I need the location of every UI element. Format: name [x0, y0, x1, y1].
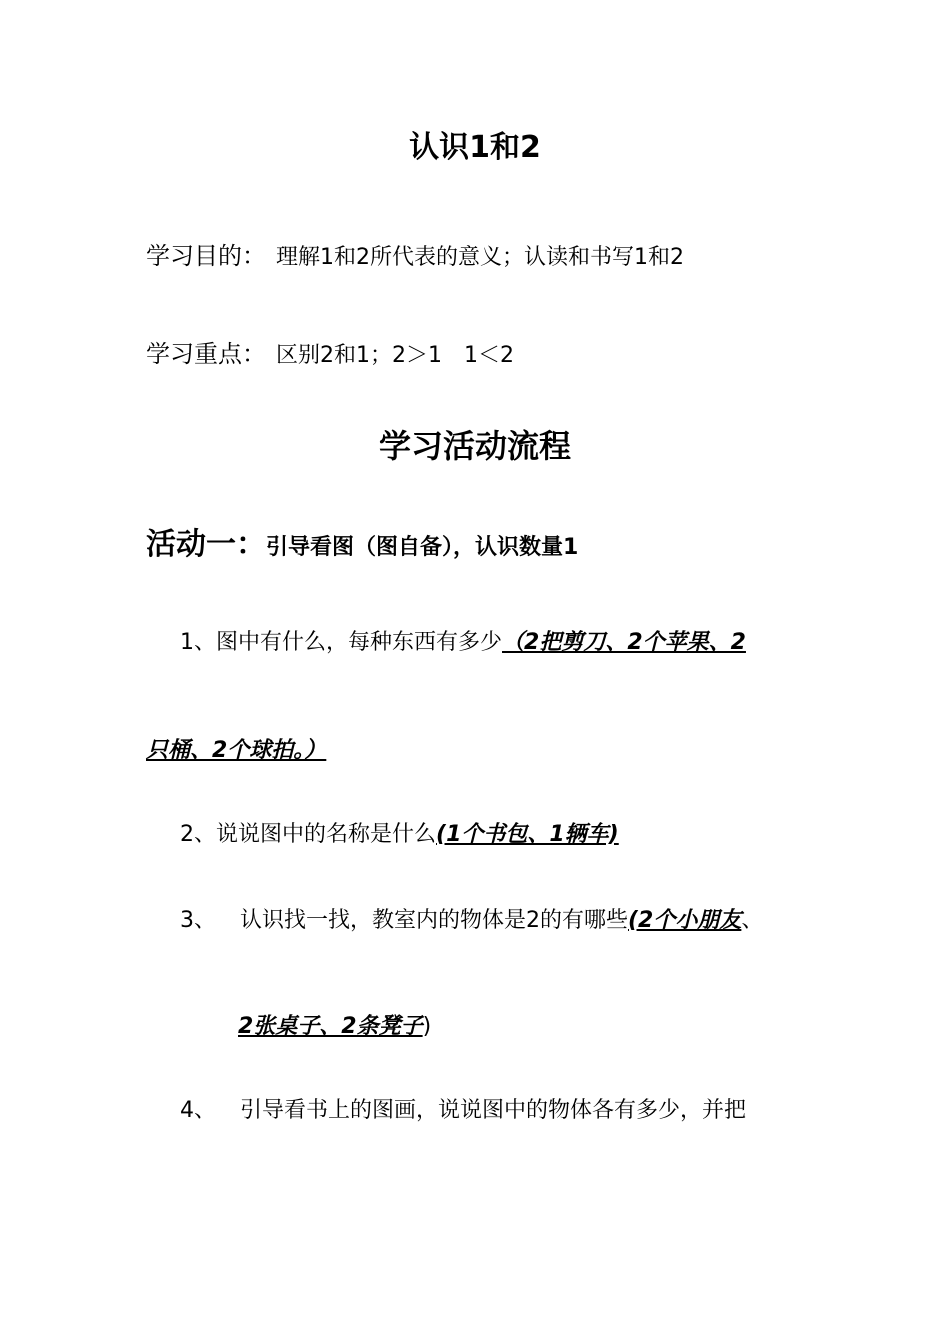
list-item — [180, 1100, 746, 1122]
list-item-answer: (2个小朋友 — [628, 908, 742, 933]
activity-heading-text: 引导看图（图自备），认识数量1 — [266, 535, 579, 560]
activity-heading-label: 活动一： — [146, 527, 266, 562]
list-item-number: 4、 — [180, 1098, 216, 1123]
list-item-text: 认识找一找，教室内的物体是2的有哪些 — [240, 908, 628, 933]
learning-goal-text: 理解1和2所代表的意义；认读和书写1和2 — [276, 245, 684, 270]
section-title: 学习活动流程 — [378, 427, 571, 465]
list-item-number: 3、 — [180, 908, 216, 933]
list-item — [180, 910, 763, 932]
document-title: 认识1和2 — [409, 130, 541, 165]
list-item-text: 引导看书上的图画，说说图中的物体各有多少，并把 — [240, 1098, 747, 1123]
activity-heading — [146, 527, 579, 562]
list-item — [180, 632, 746, 654]
list-item-text: 图中有什么，每种东西有多少 — [216, 630, 503, 655]
learning-goal — [146, 244, 684, 269]
learning-focus-text: 区别2和1；2＞1 — [276, 343, 442, 368]
list-item-separator: 、 — [741, 908, 764, 933]
learning-focus-label: 学习重点： — [146, 340, 266, 368]
list-item — [180, 824, 619, 846]
list-item-answer: （2把剪刀、2个苹果、2 — [502, 630, 746, 655]
learning-goal-label: 学习目的： — [146, 242, 266, 270]
list-item-answer: (1个书包、1辆车) — [436, 822, 619, 847]
list-item-answer-continued: 2张桌子、2条凳子 — [238, 1014, 423, 1039]
learning-focus — [146, 342, 514, 367]
list-item-continued — [238, 1016, 431, 1038]
learning-focus-text-2: 1＜2 — [464, 343, 514, 368]
list-item-number: 2、 — [180, 822, 216, 847]
list-item-continued — [146, 740, 326, 762]
list-item-close: ) — [422, 1014, 432, 1039]
list-item-text: 说说图中的名称是什么 — [216, 822, 437, 847]
list-item-number: 1、 — [180, 630, 216, 655]
list-item-answer-continued: 只桶、2个球拍。） — [146, 738, 327, 763]
